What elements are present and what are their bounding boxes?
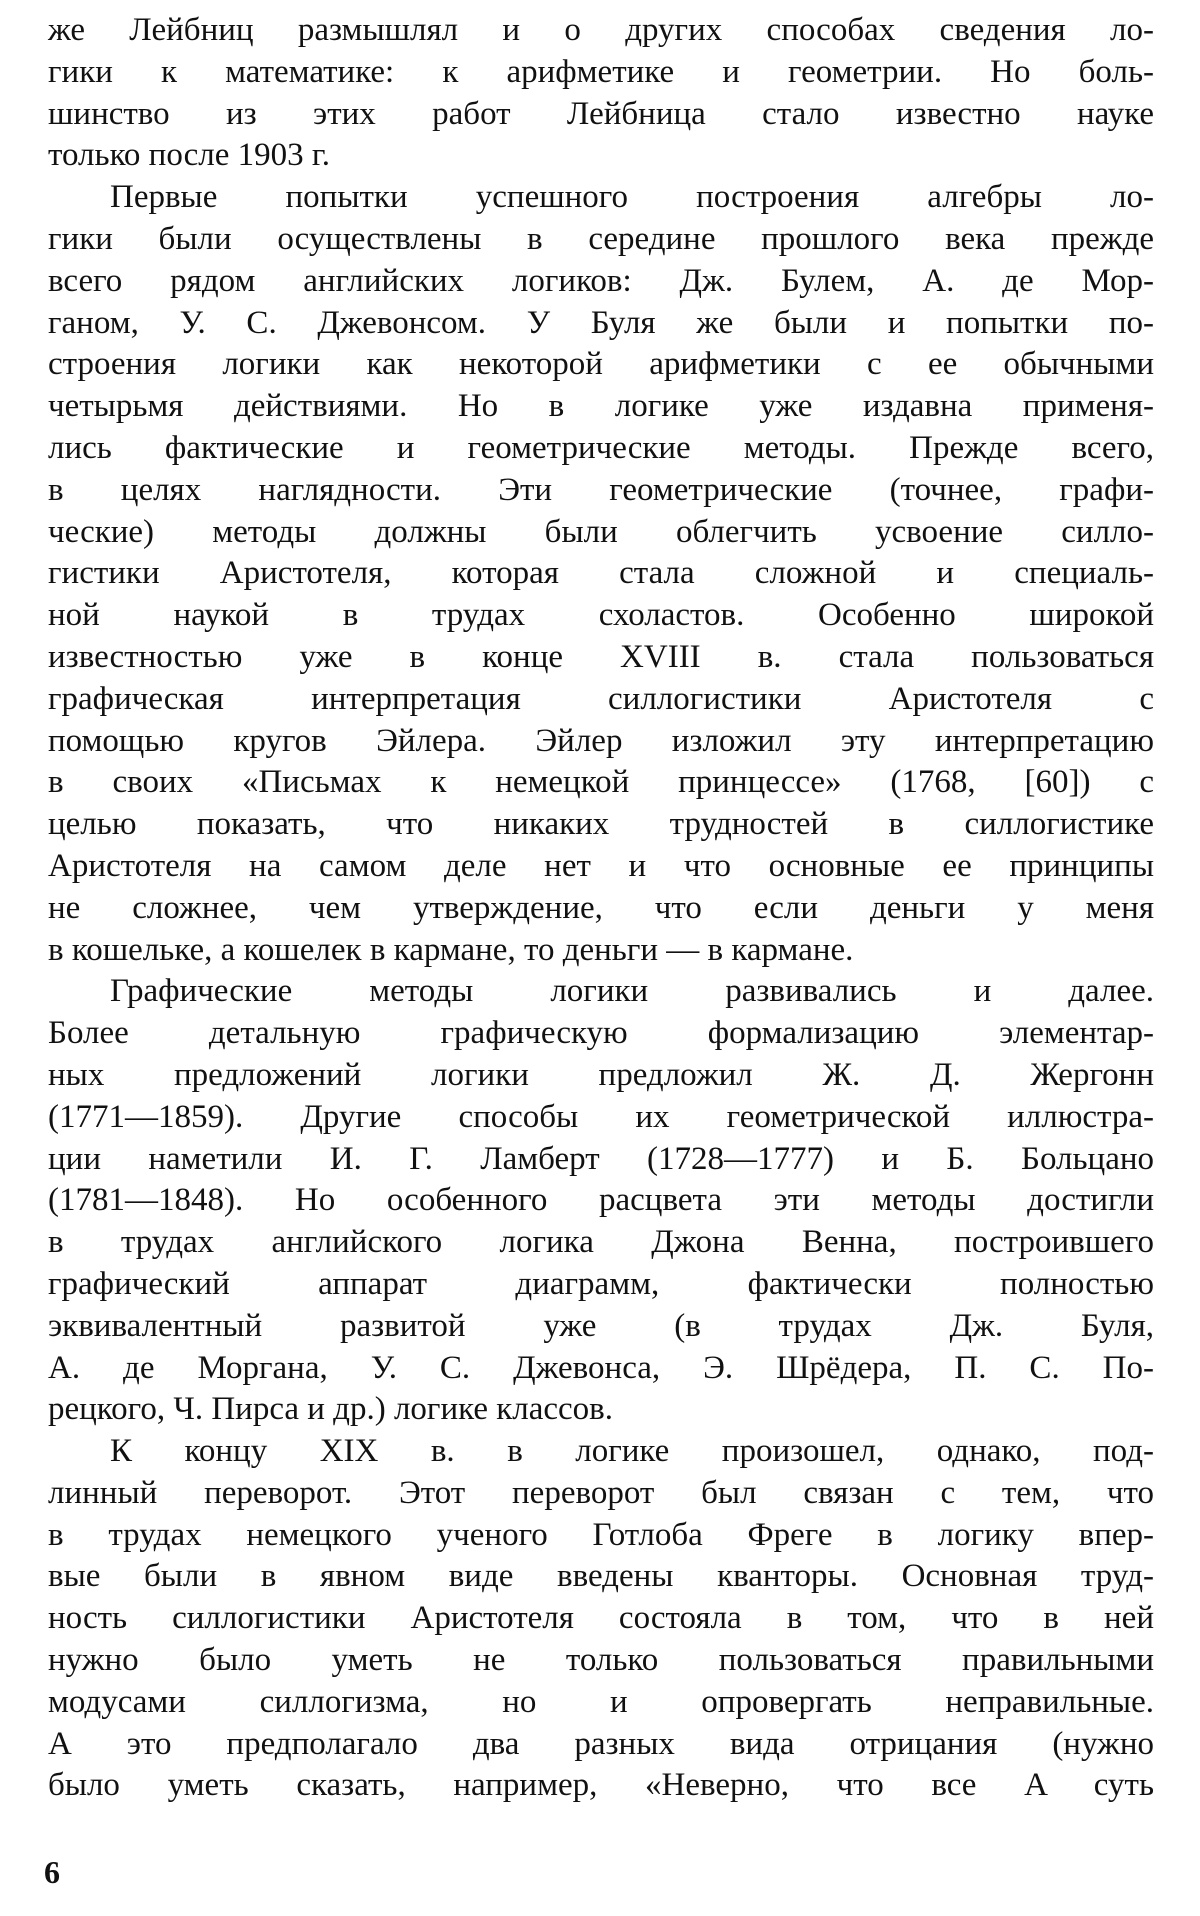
- text-line: гики к математике: к арифметике и геометрии. Но боль-: [48, 53, 1154, 90]
- text-line: гики были осуществлены в середине прошлого века прежде: [48, 220, 1154, 257]
- page-number: 6: [44, 1854, 60, 1890]
- text-line: в целях наглядности. Эти геометрические (точнее, графи-: [48, 471, 1154, 508]
- text-line: нужно было уметь не только пользоваться правильными: [48, 1642, 1154, 1679]
- text-line: шинство из этих работ Лейбница стало известно науке: [48, 95, 1154, 132]
- text-line: линный переворот. Этот переворот был связан с тем, что: [48, 1474, 1154, 1511]
- text-line: четырьмя действиями. Но в логике уже издавна применя-: [48, 388, 1154, 425]
- text-line: ции наметили И. Г. Ламберт (1728—1777) и Б. Больцано: [48, 1140, 1154, 1177]
- text-line: Графические методы логики развивались и далее.: [110, 973, 1154, 1010]
- text-line: в кошельке, а кошелек в кармане, то деньги — в кармане.: [48, 931, 854, 968]
- text-line: графическая интерпретация силлогистики Аристотеля с: [48, 680, 1154, 717]
- text-line: в своих «Письмах к немецкой принцессе» (1768, [60]) с: [48, 764, 1154, 801]
- text-line: Первые попытки успешного построения алгебры ло-: [110, 179, 1154, 216]
- body-text: [48, 10, 1154, 1807]
- text-line: известностью уже в конце XVIII в. стала пользоваться: [48, 638, 1154, 675]
- text-line: же Лейбниц размышлял и о других способах сведения ло-: [48, 12, 1154, 48]
- text-line: ность силлогистики Аристотеля состояла в том, что в ней: [48, 1600, 1154, 1637]
- text-line: целью показать, что никаких трудностей в силлогистике: [48, 806, 1154, 843]
- text-line: в трудах английского логика Джона Венна, построившего: [48, 1224, 1154, 1261]
- text-line: Более детальную графическую формализацию элементар-: [48, 1015, 1154, 1052]
- text-line: ганом, У. С. Джевонсом. У Буля же были и попытки по-: [48, 304, 1154, 341]
- text-line: строения логики как некоторой арифметики с ее обычными: [48, 346, 1154, 383]
- text-line: рецкого, Ч. Пирса и др.) логике классов.: [48, 1391, 613, 1428]
- text-line: ной наукой в трудах схоластов. Особенно широкой: [48, 597, 1154, 634]
- text-line: ных предложений логики предложил Ж. Д. Жергонн: [48, 1056, 1154, 1093]
- text-line: А. де Моргана, У. С. Джевонса, Э. Шрёдера, П. С. По-: [48, 1349, 1154, 1386]
- text-line: эквивалентный развитой уже (в трудах Дж. Буля,: [48, 1307, 1154, 1344]
- text-line: лись фактические и геометрические методы. Прежде всего,: [48, 429, 1154, 466]
- text-line: помощью кругов Эйлера. Эйлер изложил эту интерпретацию: [48, 722, 1154, 759]
- text-line: К концу XIX в. в логике произошел, однако, под-: [110, 1433, 1154, 1470]
- text-line: ческие) методы должны были облегчить усвоение силло-: [48, 513, 1154, 550]
- text-line: всего рядом английских логиков: Дж. Булем, А. де Мор-: [48, 262, 1154, 299]
- text-line: А это предполагало два разных вида отрицания (нужно: [48, 1725, 1154, 1762]
- text-line: гистики Аристотеля, которая стала сложной и специаль-: [48, 555, 1154, 592]
- text-line: графический аппарат диаграмм, фактически полностью: [48, 1265, 1154, 1302]
- text-line: (1781—1848). Но особенного расцвета эти методы достигли: [48, 1182, 1154, 1219]
- text-line: только после 1903 г.: [48, 137, 330, 174]
- text-line: не сложнее, чем утверждение, что если деньги у меня: [48, 889, 1154, 926]
- text-line: (1771—1859). Другие способы их геометрической иллюстра-: [48, 1098, 1154, 1135]
- text-line: модусами силлогизма, но и опровергать неправильные.: [48, 1683, 1154, 1720]
- text-line: вые были в явном виде введены кванторы. Основная труд-: [48, 1558, 1154, 1595]
- text-line: было уметь сказать, например, «Неверно, что все A суть: [48, 1767, 1154, 1804]
- text-line: Аристотеля на самом деле нет и что основные ее принципы: [48, 847, 1154, 884]
- text-line: в трудах немецкого ученого Готлоба Фреге в логику впер-: [48, 1516, 1154, 1553]
